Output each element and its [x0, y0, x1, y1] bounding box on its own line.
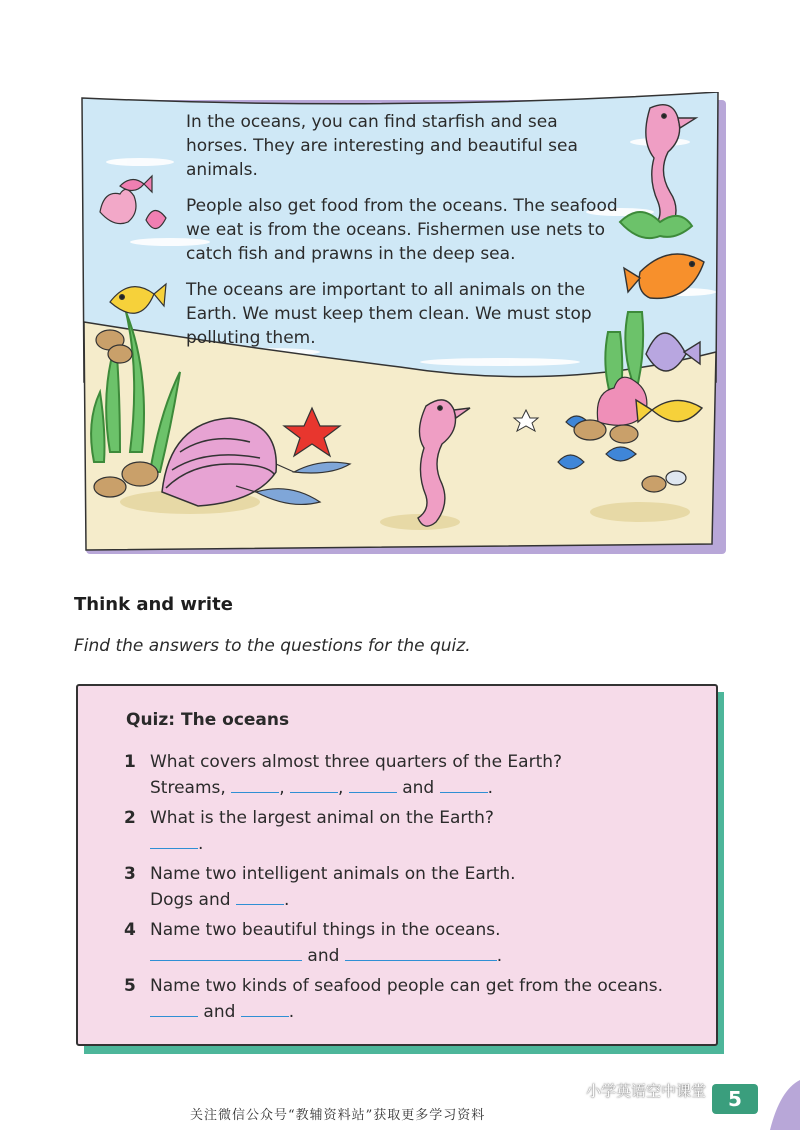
answer-blank-2[interactable]	[345, 943, 497, 961]
answer-blank-1[interactable]	[150, 943, 302, 961]
page-number: 5	[712, 1084, 758, 1114]
passage	[186, 110, 618, 362]
answer-prefix: Streams,	[150, 778, 226, 798]
footer-note: 关注微信公众号“教辅资料站”获取更多学习资料	[190, 1108, 486, 1123]
answer-blank-1[interactable]	[236, 887, 284, 905]
answer-blank-2[interactable]	[290, 775, 338, 793]
answer-prefix: Dogs and	[150, 890, 231, 910]
answer-end: .	[496, 946, 503, 966]
quiz-question-5	[124, 974, 663, 1025]
answer-line	[150, 775, 562, 801]
section-instruction: Find the answers to the questions for the quiz.	[74, 636, 471, 656]
passage-paragraph-1: In the oceans, you can find starfish and sea horses. They are interesting and beautiful sea animals.	[186, 112, 578, 180]
answer-blank-1[interactable]	[231, 775, 279, 793]
quiz-question-3	[124, 862, 516, 913]
answer-conjunction: and	[402, 778, 435, 798]
answer-conjunction: and	[307, 946, 340, 966]
section-title: Think and write	[74, 594, 233, 615]
quiz-title: Quiz: The oceans	[126, 710, 290, 730]
quiz-question-2	[124, 806, 494, 857]
answer-end: .	[283, 890, 290, 910]
question-text: What covers almost three quarters of the Earth?	[150, 752, 563, 772]
answer-blank-1[interactable]	[150, 831, 198, 849]
answer-blank-3[interactable]	[349, 775, 397, 793]
question-text: Name two beautiful things in the oceans.	[150, 920, 501, 940]
passage-paragraph-3: The oceans are important to all animals on the Earth. We must keep them clean. We must stop polluting them.	[186, 280, 592, 348]
question-text: Name two intelligent animals on the Earth.	[150, 864, 516, 884]
answer-end: .	[198, 834, 204, 854]
answer-line	[150, 999, 663, 1025]
question-number: 5	[124, 976, 136, 996]
answer-line	[150, 831, 494, 857]
watermark-text: 小学英语空中课堂	[586, 1082, 707, 1100]
question-text: Name two kinds of seafood people can get from the oceans.	[150, 976, 664, 996]
question-number: 2	[124, 808, 136, 828]
answer-end: .	[487, 778, 494, 798]
answer-conjunction: and	[203, 1002, 236, 1022]
answer-blank-2[interactable]	[241, 999, 289, 1017]
answer-separator: ,	[338, 778, 344, 798]
question-number: 3	[124, 864, 136, 884]
passage-paragraph-2: People also get food from the oceans. The seafood we eat is from the oceans. Fishermen use nets to catch fish and prawns in the deep sea.	[186, 196, 618, 264]
ocean-scene	[80, 92, 720, 554]
quiz-question-4	[124, 918, 502, 969]
quiz-card	[76, 684, 718, 1046]
answer-blank-1[interactable]	[150, 999, 198, 1017]
question-number: 4	[124, 920, 136, 940]
answer-line	[150, 943, 502, 969]
answer-blank-4[interactable]	[440, 775, 488, 793]
question-text: What is the largest animal on the Earth?	[150, 808, 494, 828]
answer-end: .	[288, 1002, 295, 1022]
quiz-question-1	[124, 750, 562, 801]
answer-line	[150, 887, 516, 913]
corner-decoration	[760, 1070, 800, 1130]
question-number: 1	[124, 752, 136, 772]
answer-separator: ,	[279, 778, 285, 798]
